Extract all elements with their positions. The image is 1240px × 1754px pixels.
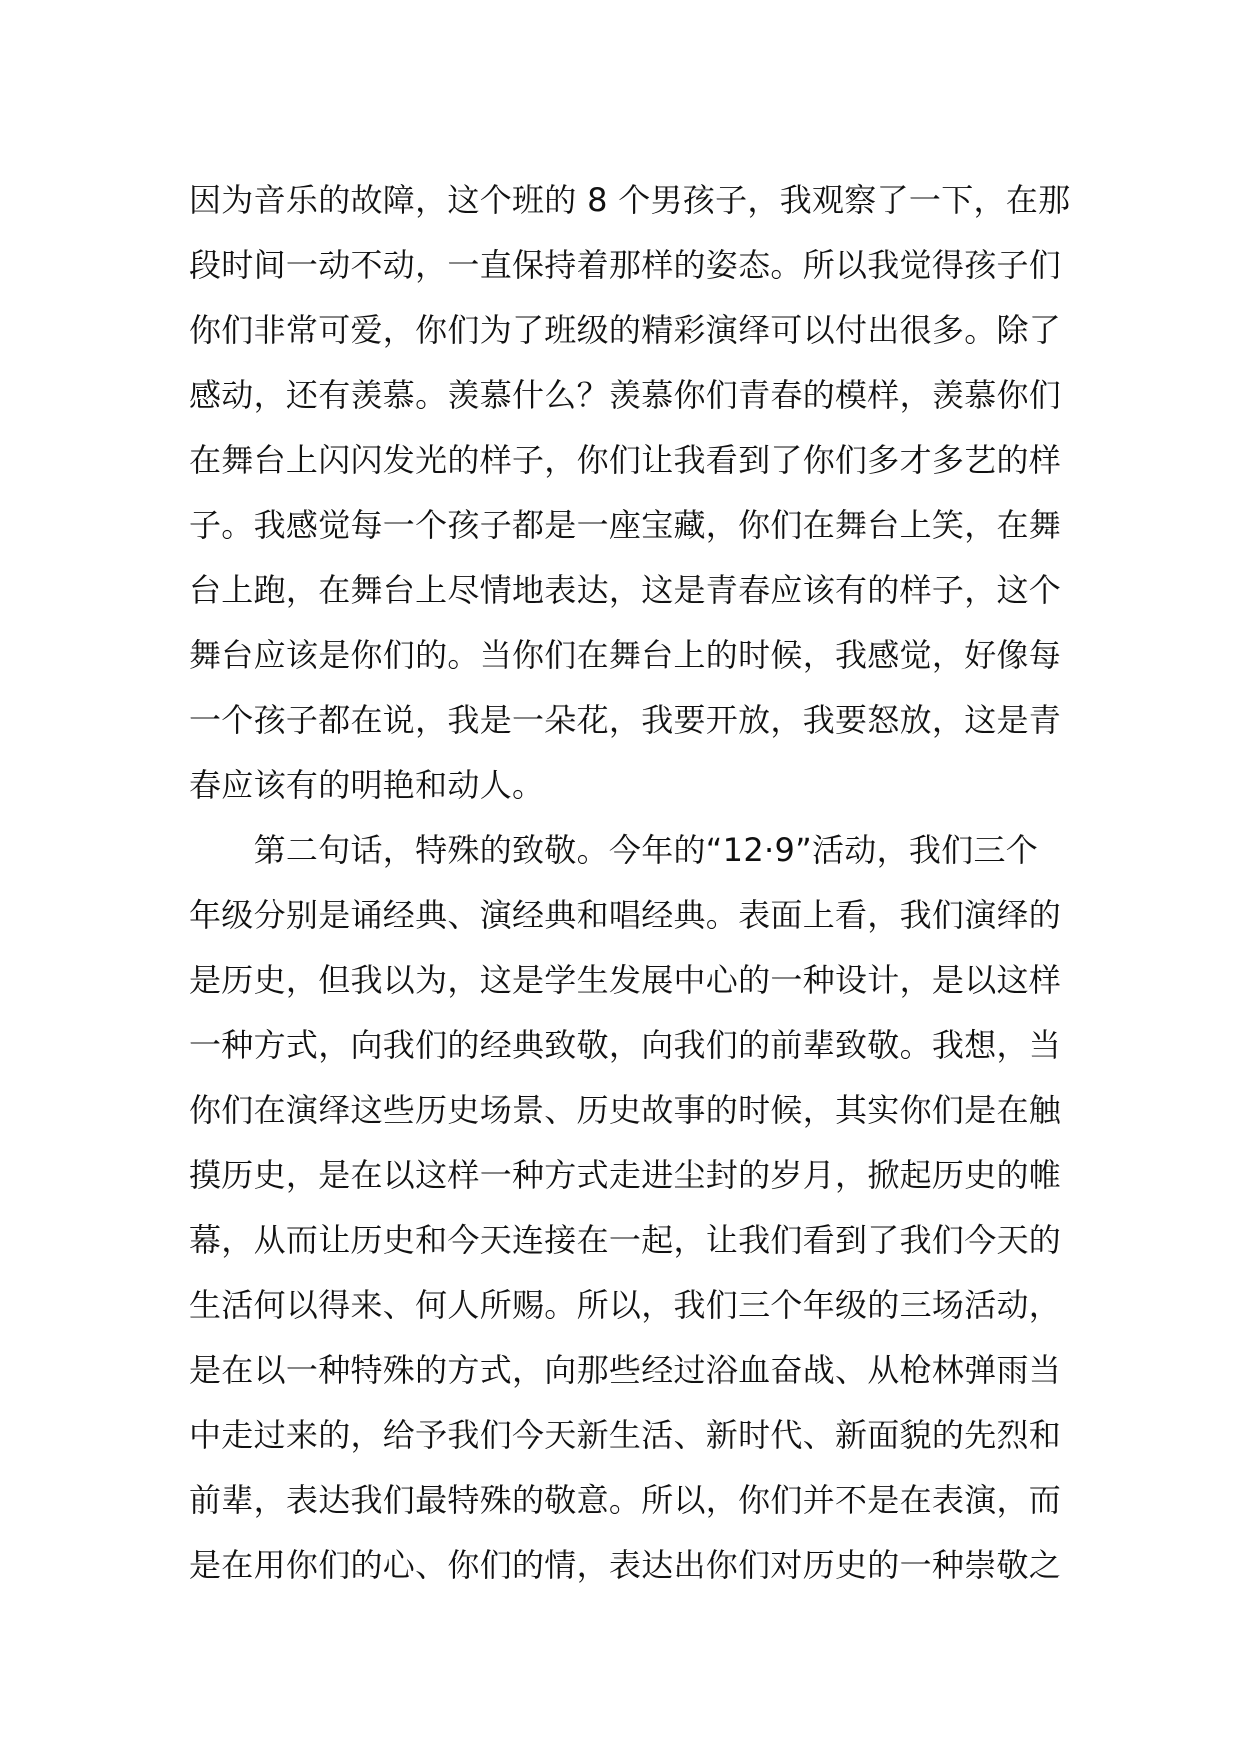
text-line: 幕，从而让历史和今天连接在一起，让我们看到了我们今天的 — [189, 1221, 1062, 1259]
text-line: 一个孩子都在说，我是一朵花，我要开放，我要怒放，这是青 — [189, 701, 1062, 739]
text-line: 一种方式，向我们的经典致敬，向我们的前辈致敬。我想，当 — [189, 1026, 1062, 1064]
text-line: 摸历史，是在以这样一种方式走进尘封的岁月，掀起历史的帷 — [189, 1156, 1062, 1194]
text-line: 是在用你们的心、你们的情，表达出你们对历史的一种崇敬之 — [189, 1546, 1062, 1584]
text-line: 感动，还有羡慕。羡慕什么？羡慕你们青春的模样，羡慕你们 — [189, 376, 1062, 414]
text-line: 子。我感觉每一个孩子都是一座宝藏，你们在舞台上笑，在舞 — [189, 506, 1062, 544]
text-line: 年级分别是诵经典、演经典和唱经典。表面上看，我们演绎的 — [189, 896, 1062, 934]
text-line: 是历史，但我以为，这是学生发展中心的一种设计，是以这样 — [189, 961, 1062, 999]
text-line: 第二句话，特殊的致敬。今年的“12·9”活动，我们三个 — [189, 831, 1039, 869]
text-line: 生活何以得来、何人所赐。所以，我们三个年级的三场活动， — [189, 1286, 1062, 1324]
text-line: 你们非常可爱，你们为了班级的精彩演绎可以付出很多。除了 — [189, 311, 1062, 349]
text-line: 前辈，表达我们最特殊的敬意。所以，你们并不是在表演，而 — [189, 1481, 1062, 1519]
text-line: 台上跑，在舞台上尽情地表达，这是青春应该有的样子，这个 — [189, 571, 1062, 609]
document-page — [189, 168, 1071, 1598]
text-line: 你们在演绎这些历史场景、历史故事的时候，其实你们是在触 — [189, 1091, 1062, 1129]
text-line: 段时间一动不动，一直保持着那样的姿态。所以我觉得孩子们 — [189, 246, 1062, 284]
text-line: 在舞台上闪闪发光的样子，你们让我看到了你们多才多艺的样 — [189, 441, 1062, 479]
text-line: 因为音乐的故障，这个班的 8 个男孩子，我观察了一下，在那 — [189, 181, 1071, 219]
text-line: 舞台应该是你们的。当你们在舞台上的时候，我感觉，好像每 — [189, 636, 1062, 674]
text-line: 春应该有的明艳和动人。 — [189, 766, 545, 804]
text-line: 是在以一种特殊的方式，向那些经过浴血奋战、从枪林弹雨当 — [189, 1351, 1062, 1389]
text-line: 中走过来的，给予我们今天新生活、新时代、新面貌的先烈和 — [189, 1416, 1062, 1454]
